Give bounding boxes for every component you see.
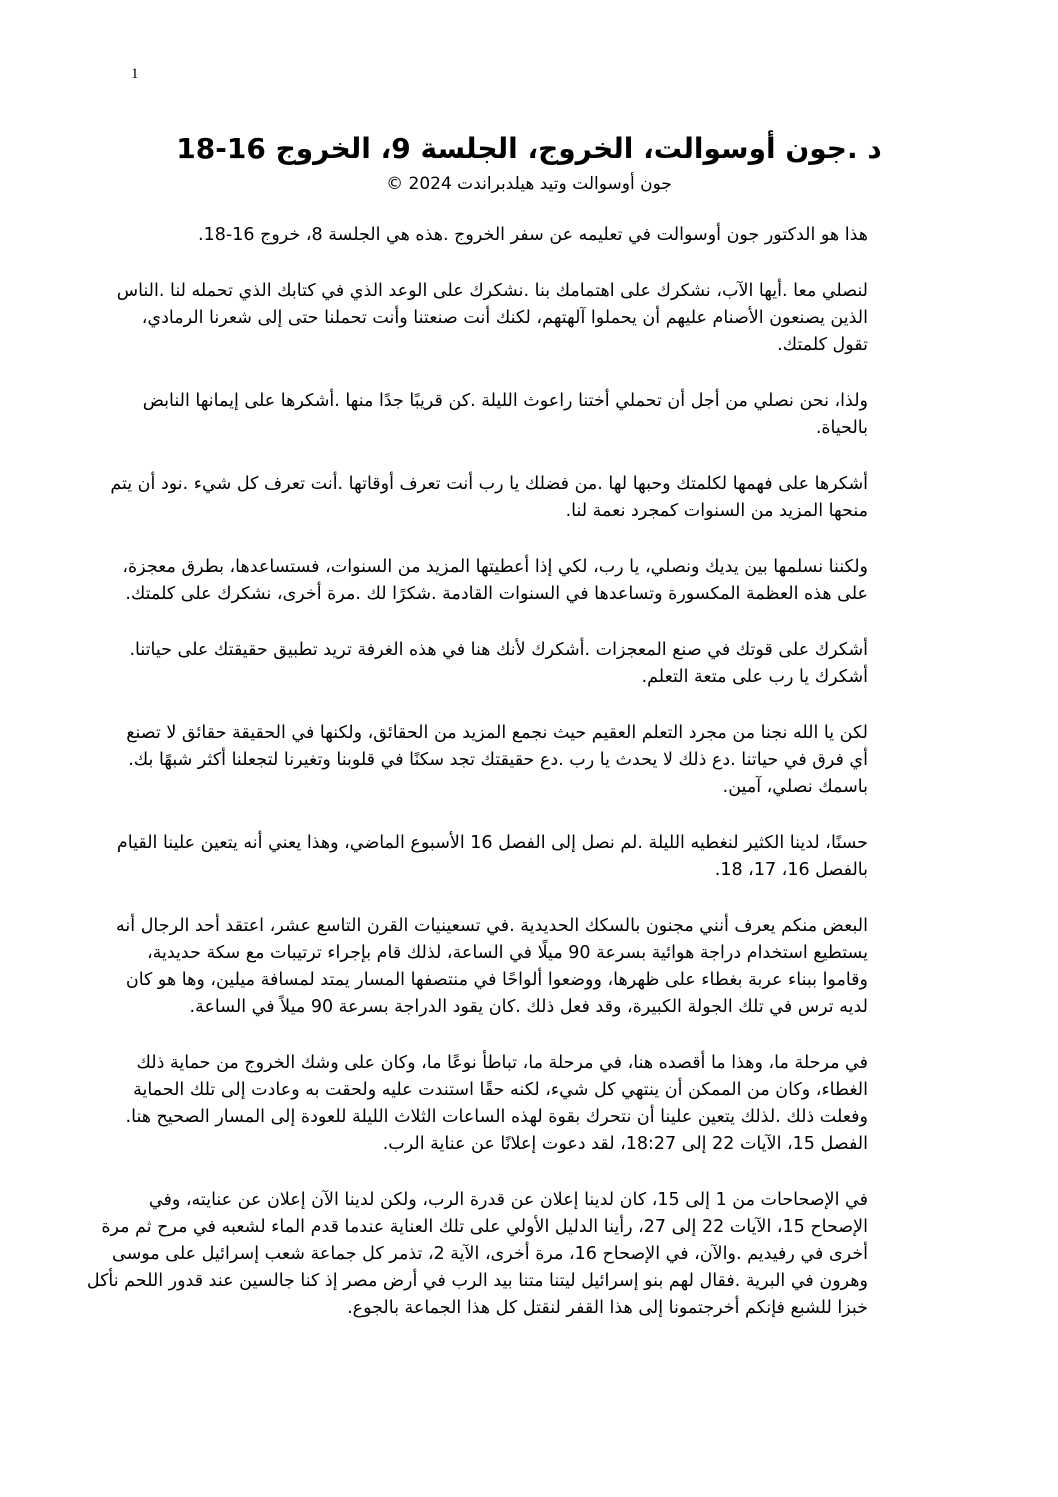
text-line: بالفصل 16، 17، 18. (714, 860, 868, 880)
text-line: ولذا، نحن نصلي من أجل أن تحملي أختنا راعوث الليلة .كن قريبًا جدًا منها .أشكرها على إيمانها النابض (142, 391, 868, 411)
text-line: تقول كلمتك. (777, 335, 868, 355)
document-body (86, 222, 868, 1351)
text-line: أشكرك على قوتك في صنع المعجزات .أشكرك لأنك هنا في هذه الغرفة تريد تطبيق حقيقتك على حياتنا. (129, 640, 868, 660)
text-line: خبزا للشبع فإنكم أخرجتمونا إلى هذا القفر لنقتل كل هذا الجماعة بالجوع. (347, 1298, 868, 1318)
paragraph (130, 637, 868, 691)
text-line: البعض منكم يعرف أنني مجنون بالسكك الحديدية .في تسعينيات القرن التاسع عشر، اعتقد أحد الرجال أنه (116, 916, 868, 936)
document-title: د .جون أوسوالت، الخروج، الجلسة 9، الخروج 16-18 (176, 132, 882, 165)
text-line: بالحياة. (815, 418, 868, 438)
text-line: أشكرك يا رب على متعة التعلم. (641, 667, 868, 687)
text-line: وقاموا ببناء عربة بغطاء على ظهرها، ووضعوا ألواحًا في منتصفها المسار يمتد لمسافة ميلين، وها هو كان (125, 970, 868, 990)
paragraph (110, 471, 868, 525)
paragraph (130, 222, 868, 249)
text-line: حسنًا، لدينا الكثير لنغطيه الليلة .لم نصل إلى الفصل 16 الأسبوع الماضي، وهذا يعني أنه يتعين علينا القيام (116, 833, 868, 853)
paragraph (130, 388, 868, 442)
text-line: أخرى في رفيديم .والآن، في الإصحاح 16، مرة أخرى، الآية 2، تذمر كل جماعة شعب إسرائيل على موسى (112, 1244, 868, 1264)
text-line: هذا هو الدكتور جون أوسوالت في تعليمه عن سفر الخروج .هذه هي الجلسة 8، خروج 16-18. (198, 225, 868, 245)
paragraph (125, 1050, 868, 1158)
text-line: أي فرق في حياتنا .دع ذلك لا يحدث يا رب .دع حقيقتك تجد سكنًا في قلوبنا وتغيرنا لتجعلنا أكثر شبهًا بك. (128, 750, 868, 770)
paragraph (116, 913, 868, 1021)
text-line: أشكرها على فهمها لكلمتك وحبها لها .من فضلك يا رب أنت تعرف أوقاتها .أنت تعرف كل شيء .نود أن يتم (110, 474, 868, 494)
text-line: باسمك نصلي، آمين. (722, 777, 868, 797)
text-line: يستطيع استخدام دراجة هوائية بسرعة 90 ميلًا في الساعة، لذلك قام بإجراء ترتيبات مع سكة حديدية، (146, 943, 868, 963)
text-line: لكن يا الله نجنا من مجرد التعلم العقيم حيث نجمع المزيد من الحقائق، ولكنها في الحقيقة حقائق لا تصنع (126, 723, 868, 743)
text-line: الذين يصنعون الأصنام عليهم أن يحملوا آلهتهم، لكنك أنت صنعتنا وأنت تحملنا حتى إلى شعرنا الرمادي، (141, 308, 868, 328)
text-line: الفصل 15، الآيات 22 إلى 18:27، لقد دعوت إعلانًا عن عناية الرب. (382, 1134, 868, 1154)
page-number: 1 (131, 66, 139, 82)
text-line: على هذه العظمة المكسورة وتساعدها في السنوات القادمة .شكرًا لك .مرة أخرى، نشكرك على كلمتك. (125, 584, 868, 604)
text-line: الغطاء، وكان من الممكن أن ينتهي كل شيء، لكنه حقًا استندت عليه ولحقت به وعادت إلى تلك الحماية (133, 1080, 868, 1100)
paragraph (126, 720, 868, 801)
text-line: وفعلت ذلك .لذلك يتعين علينا أن نتحرك بقوة لهذه الساعات الثلاث الليلة للعودة إلى المسار الصحيح هنا. (125, 1107, 868, 1127)
text-line: لنصلي معا .أيها الآب، نشكرك على اهتمامك بنا .نشكرك على الوعد الذي في كتابك الذي تحمله لنا .الناس (116, 281, 868, 301)
text-line: وهرون في البرية .فقال لهم بنو إسرائيل ليتنا متنا بيد الرب في أرض مصر إذ كنا جالسين عند قدور اللحم نأكل (86, 1271, 868, 1291)
paragraph (116, 278, 868, 359)
text-line: لديه ترس في تلك الجولة الكبيرة، وقد فعل ذلك .كان يقود الدراجة بسرعة 90 ميلاً في الساعة. (189, 997, 868, 1017)
paragraph (122, 554, 868, 608)
text-line: ولكننا نسلمها بين يديك ونصلي، يا رب، لكي إذا أعطيتها المزيد من السنوات، فستساعدها، بطرق معجزة، (122, 557, 868, 577)
text-line: منحها المزيد من السنوات كمجرد نعمة لنا. (565, 501, 868, 521)
text-line: في مرحلة ما، وهذا ما أقصده هنا، في مرحلة ما، تباطأ نوعًا ما، وكان على وشك الخروج من حماية ذلك (136, 1053, 868, 1073)
paragraph (86, 1187, 868, 1322)
copyright-line: جون أوسوالت وتيد هيلدبراندت 2024 © (386, 174, 672, 194)
paragraph (116, 830, 868, 884)
text-line: في الإصحاحات من 1 إلى 15، كان لدينا إعلان عن قدرة الرب، ولكن لدينا الآن إعلان عن عنايته، وفي (148, 1190, 868, 1210)
text-line: الإصحاح 15، الآيات 22 إلى 27، رأينا الدليل الأولي على تلك العناية عندما قدم الماء لشعبه في مرح ثم مرة (101, 1217, 868, 1237)
